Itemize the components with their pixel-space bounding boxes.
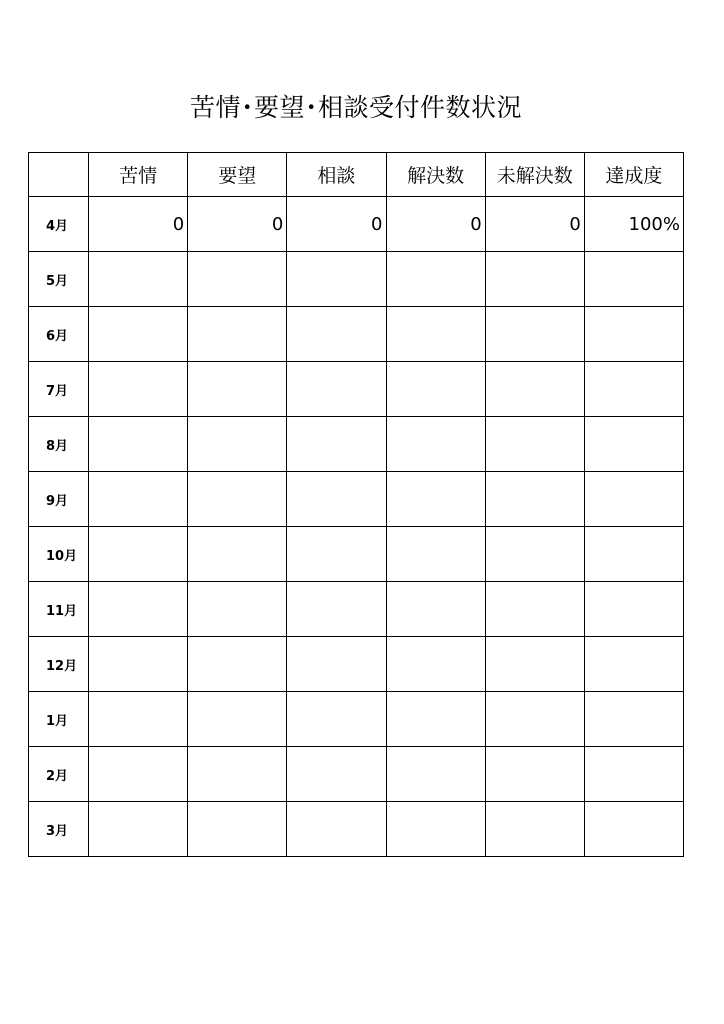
month-label: 2月	[29, 747, 89, 802]
cell-achievement	[584, 472, 683, 527]
table-row	[29, 802, 684, 857]
header-resolved: 解決数	[386, 153, 485, 197]
cell-achievement	[584, 692, 683, 747]
cell-achievement	[584, 252, 683, 307]
cell-unresolved	[485, 252, 584, 307]
cell-complaints	[89, 637, 188, 692]
table-row	[29, 747, 684, 802]
table-row	[29, 527, 684, 582]
header-complaints: 苦情	[89, 153, 188, 197]
cell-consultations: 0	[287, 197, 386, 252]
cell-unresolved	[485, 417, 584, 472]
cell-complaints	[89, 417, 188, 472]
cell-resolved	[386, 362, 485, 417]
cell-complaints	[89, 747, 188, 802]
cell-achievement	[584, 362, 683, 417]
month-label: 12月	[29, 637, 89, 692]
cell-unresolved	[485, 582, 584, 637]
cell-requests	[188, 417, 287, 472]
month-label: 1月	[29, 692, 89, 747]
table-row	[29, 692, 684, 747]
cell-unresolved: 0	[485, 197, 584, 252]
complaints-status-table	[28, 152, 684, 857]
cell-consultations	[287, 802, 386, 857]
cell-achievement	[584, 307, 683, 362]
cell-consultations	[287, 692, 386, 747]
cell-complaints	[89, 527, 188, 582]
cell-unresolved	[485, 747, 584, 802]
cell-requests	[188, 637, 287, 692]
cell-unresolved	[485, 527, 584, 582]
cell-resolved	[386, 252, 485, 307]
cell-achievement	[584, 747, 683, 802]
cell-requests	[188, 252, 287, 307]
cell-consultations	[287, 582, 386, 637]
cell-unresolved	[485, 637, 584, 692]
table-row	[29, 252, 684, 307]
cell-requests	[188, 472, 287, 527]
cell-resolved	[386, 307, 485, 362]
header-row	[29, 153, 684, 197]
month-label: 10月	[29, 527, 89, 582]
header-unresolved: 未解決数	[485, 153, 584, 197]
header-consultations: 相談	[287, 153, 386, 197]
table-row	[29, 637, 684, 692]
cell-resolved	[386, 802, 485, 857]
document-title: 苦情･要望･相談受付件数状況	[189, 93, 522, 122]
table-row	[29, 417, 684, 472]
cell-consultations	[287, 527, 386, 582]
cell-complaints: 0	[89, 197, 188, 252]
cell-consultations	[287, 307, 386, 362]
table-row	[29, 472, 684, 527]
cell-complaints	[89, 802, 188, 857]
cell-achievement	[584, 637, 683, 692]
cell-resolved	[386, 417, 485, 472]
table-row	[29, 362, 684, 417]
month-label: 6月	[29, 307, 89, 362]
cell-achievement	[584, 527, 683, 582]
cell-resolved	[386, 527, 485, 582]
table-row	[29, 197, 684, 252]
cell-unresolved	[485, 307, 584, 362]
cell-complaints	[89, 692, 188, 747]
cell-consultations	[287, 252, 386, 307]
cell-unresolved	[485, 692, 584, 747]
table-row	[29, 582, 684, 637]
cell-consultations	[287, 747, 386, 802]
cell-requests	[188, 362, 287, 417]
cell-requests	[188, 527, 287, 582]
month-label: 5月	[29, 252, 89, 307]
month-label: 7月	[29, 362, 89, 417]
cell-requests	[188, 307, 287, 362]
cell-complaints	[89, 472, 188, 527]
month-label: 4月	[29, 197, 89, 252]
cell-consultations	[287, 417, 386, 472]
table-body	[29, 197, 684, 857]
cell-requests	[188, 582, 287, 637]
month-label: 3月	[29, 802, 89, 857]
cell-unresolved	[485, 472, 584, 527]
cell-achievement	[584, 417, 683, 472]
cell-complaints	[89, 582, 188, 637]
table-row	[29, 307, 684, 362]
cell-achievement	[584, 582, 683, 637]
cell-consultations	[287, 472, 386, 527]
month-label: 9月	[29, 472, 89, 527]
cell-resolved	[386, 472, 485, 527]
header-month	[29, 153, 89, 197]
cell-complaints	[89, 252, 188, 307]
cell-requests	[188, 802, 287, 857]
cell-unresolved	[485, 362, 584, 417]
month-label: 11月	[29, 582, 89, 637]
cell-resolved	[386, 747, 485, 802]
cell-unresolved	[485, 802, 584, 857]
cell-resolved	[386, 637, 485, 692]
cell-resolved	[386, 692, 485, 747]
header-achievement: 達成度	[584, 153, 683, 197]
cell-achievement	[584, 802, 683, 857]
cell-consultations	[287, 362, 386, 417]
cell-consultations	[287, 637, 386, 692]
cell-requests: 0	[188, 197, 287, 252]
cell-complaints	[89, 362, 188, 417]
month-label: 8月	[29, 417, 89, 472]
cell-requests	[188, 692, 287, 747]
cell-resolved	[386, 582, 485, 637]
cell-requests	[188, 747, 287, 802]
cell-complaints	[89, 307, 188, 362]
header-requests: 要望	[188, 153, 287, 197]
cell-achievement: 100%	[584, 197, 683, 252]
cell-resolved: 0	[386, 197, 485, 252]
